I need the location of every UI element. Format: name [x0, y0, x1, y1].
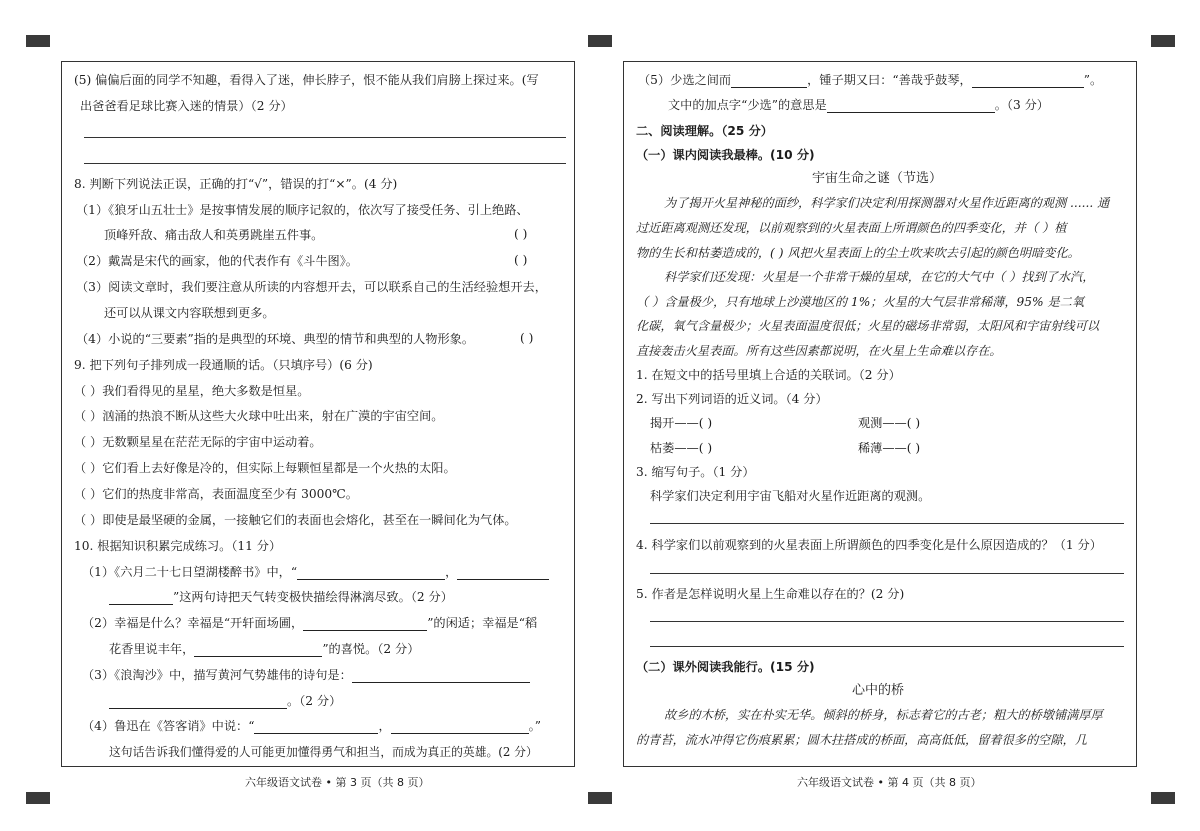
- q9-sentence[interactable]: （ ）我们看得见的星星，绝大多数是恒星。: [74, 384, 310, 398]
- passage-line: 化碳，氧气含量极少；火星表面温度很低；火星的磁场非常弱，太阳风和宇宙射线可以: [636, 319, 1100, 333]
- registration-mark: [26, 35, 50, 47]
- fill-blank[interactable]: [457, 567, 549, 580]
- answer-line[interactable]: [650, 573, 1124, 574]
- fill-blank[interactable]: [194, 644, 322, 657]
- registration-mark: [1151, 35, 1175, 47]
- reading-q4: 4. 科学家们以前观察到的火星表面上所谓颜色的四季变化是什么原因造成的？（1 分）: [636, 538, 1102, 552]
- part-1-heading: （一）课内阅读我最棒。(10 分): [636, 148, 815, 162]
- answer-blank[interactable]: ( ): [514, 253, 528, 267]
- page-footer: 六年级语文试卷 • 第 3 页（共 8 页）: [245, 776, 430, 789]
- passage-line: 为了揭开火星神秘的面纱，科学家们决定利用探测器对火星作近距离的观测 ...... 通: [664, 196, 1110, 210]
- passage-line: 直接轰击火星表面。所有这些因素都说明，在火星上生命难以存在。: [636, 344, 1002, 358]
- fill-blank[interactable]: [352, 670, 530, 683]
- q10-part-2-cont: 花香里说丰年， ”的喜悦。（2 分）: [109, 642, 420, 656]
- q9-sentence[interactable]: （ ）汹涌的热浪不断从这些大火球中吐出来，射在广漠的宇宙空间。: [74, 409, 444, 423]
- q10-part-4-cont: 这句话告诉我们懂得爱的人可能更加懂得勇气和担当，而成为真正的英雄。(2 分）: [109, 745, 538, 759]
- q10-part-2: （2）幸福是什么？幸福是“开轩面场圃， ”的闲适；幸福是“稻: [82, 616, 538, 630]
- q9-sentence[interactable]: （ ）即使是最坚硬的金属，一接触它们的表面也会熔化，甚至在一瞬间化为气体。: [74, 513, 517, 527]
- section-2-heading: 二、阅读理解。（25 分）: [636, 124, 773, 138]
- reading-q3: 3. 缩写句子。（1 分）: [636, 465, 755, 479]
- question-5-line: （5）少选之间而 ，锺子期又曰：“善哉乎鼓琴， ”。: [638, 73, 1103, 87]
- q10-part-1: （1）《六月二十七日望湖楼醉书》中，“ ，: [82, 564, 549, 580]
- passage-line: 过近距离观测还发现，以前观察到的火星表面上所谓颜色的四季变化，并（ ）植: [636, 221, 1067, 235]
- passage-1-title: 宇宙生命之谜（节选）: [812, 171, 943, 186]
- question-8-heading: 8. 判断下列说法正误，正确的打“√”，错误的打“×”。(4 分): [74, 177, 398, 191]
- fill-blank[interactable]: [109, 696, 287, 709]
- passage-line: 科学家们还发现：火星是一个非常干燥的星球，在它的大气中（ ）找到了水汽，: [664, 270, 1095, 284]
- q8-item-2: （2）戴嵩是宋代的画家，他的代表作有《斗牛图》。: [76, 254, 358, 268]
- q9-sentence[interactable]: （ ）它们的热度非常高，表面温度至少有 3000℃。: [74, 487, 358, 501]
- passage-line: 的青苔，流水冲得它伤痕累累；圆木拄搭成的桥面，高高低低，留着很多的空隙，几: [636, 733, 1087, 747]
- question-5-instruction: 出爸爸看足球比赛入迷的情景）（2 分）: [80, 99, 293, 113]
- registration-mark: [588, 792, 612, 804]
- registration-mark: [26, 792, 50, 804]
- exam-page-3: [61, 61, 575, 767]
- answer-line[interactable]: [84, 163, 566, 164]
- q9-sentence[interactable]: （ ）无数颗星星在茫茫无际的宇宙中运动着。: [74, 435, 322, 449]
- registration-mark: [1151, 792, 1175, 804]
- exam-page-4: [623, 61, 1137, 767]
- answer-line[interactable]: [650, 523, 1124, 524]
- question-5-text: (5) 偏偏后面的同学不知趣，看得入了迷，伸长脖子，恨不能从我们肩膀上探过来。(写: [74, 73, 539, 87]
- synonym-item[interactable]: 观测——( ): [858, 416, 921, 430]
- reading-q1: 1. 在短文中的括号里填上合适的关联词。（2 分）: [636, 368, 901, 382]
- q8-item-3: （3）阅读文章时，我们要注意从所读的内容想开去，可以联系自己的生活经验想开去，: [76, 280, 547, 294]
- q8-item-3-cont: 还可以从课文内容联想到更多。: [104, 306, 275, 320]
- fill-blank[interactable]: [731, 75, 807, 88]
- fill-blank[interactable]: [972, 75, 1084, 88]
- synonym-item[interactable]: 枯萎——( ): [650, 441, 713, 455]
- answer-blank[interactable]: ( ): [514, 227, 528, 241]
- q8-item-1-cont: 顶峰歼敌、痛击敌人和英勇跳崖五件事。: [104, 228, 324, 242]
- question-9-heading: 9. 把下列句子排列成一段通顺的话。（只填序号）(6 分): [74, 358, 373, 372]
- question-5-meaning: 文中的加点字“少选”的意思是 。（3 分）: [668, 98, 1049, 112]
- q9-sentence[interactable]: （ ）它们看上去好像是冷的，但实际上每颗恒星都是一个火热的太阳。: [74, 461, 456, 475]
- reading-q2: 2. 写出下列词语的近义词。（4 分）: [636, 392, 828, 406]
- answer-blank[interactable]: ( ): [520, 331, 534, 345]
- fill-blank[interactable]: [391, 721, 529, 734]
- q10-part-3: （3）《浪淘沙》中，描写黄河气势雄伟的诗句是：: [82, 667, 530, 683]
- answer-line[interactable]: [650, 621, 1124, 622]
- part-2-heading: （二）课外阅读我能行。(15 分): [636, 660, 815, 674]
- passage-2-title: 心中的桥: [852, 683, 905, 698]
- passage-line: 物的生长和枯萎造成的，( ) 风把火星表面上的尘土吹来吹去引起的颜色明暗变化。: [636, 246, 1080, 260]
- fill-blank[interactable]: [827, 100, 995, 113]
- fill-blank[interactable]: [297, 567, 445, 580]
- q10-part-3-cont: 。（2 分）: [109, 693, 341, 709]
- q10-part-1-cont: ”这两句诗把天气转变极快描绘得淋漓尽致。（2 分）: [109, 589, 453, 605]
- answer-line[interactable]: [650, 646, 1124, 647]
- fill-blank[interactable]: [254, 721, 378, 734]
- question-10-heading: 10. 根据知识积累完成练习。（11 分）: [74, 539, 282, 553]
- q10-part-4: （4）鲁迅在《答客诮》中说：“ ， 。”: [82, 719, 541, 733]
- passage-line: （ ）含量极少，只有地球上沙漠地区的 1%；火星的大气层非常稀薄，95% 是二氧: [636, 295, 1085, 309]
- page-footer: 六年级语文试卷 • 第 4 页（共 8 页）: [797, 776, 982, 789]
- reading-q3-sentence: 科学家们决定利用宇宙飞船对火星作近距离的观测。: [650, 489, 931, 503]
- fill-blank[interactable]: [303, 618, 427, 631]
- reading-q5: 5. 作者是怎样说明火星上生命难以存在的？(2 分): [636, 587, 905, 601]
- registration-mark: [588, 35, 612, 47]
- synonym-item[interactable]: 稀薄——( ): [858, 441, 921, 455]
- q8-item-4: （4）小说的“三要素”指的是典型的环境、典型的情节和典型的人物形象。: [76, 332, 475, 346]
- fill-blank[interactable]: [109, 592, 173, 605]
- synonym-item[interactable]: 揭开——( ): [650, 416, 713, 430]
- passage-line: 故乡的木桥，实在朴实无华。倾斜的桥身，标志着它的古老；粗大的桥墩铺满厚厚: [664, 708, 1103, 722]
- answer-line[interactable]: [84, 137, 566, 138]
- q8-item-1: （1）《狼牙山五壮士》是按事情发展的顺序记叙的，依次写了接受任务、引上绝路、: [76, 203, 529, 217]
